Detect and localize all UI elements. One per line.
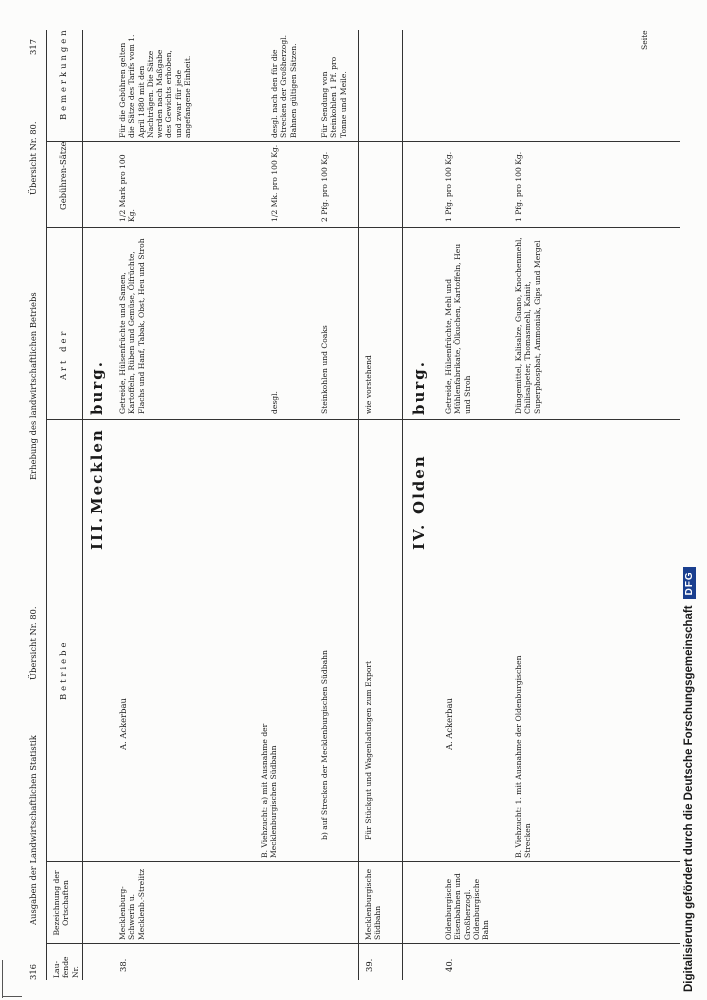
row-betrieb: B. Viehzucht: 1. mit Ausnahme der Oldenburgischen Strecken xyxy=(514,655,533,858)
right-running-title: Erhebung des landwirtschaftlichen Betriebs xyxy=(28,292,38,480)
row-rule xyxy=(358,30,359,980)
row-art: desgl. xyxy=(270,391,279,414)
section-numeral-iv: IV. xyxy=(410,522,428,550)
row-note: Für die Gebühren gelten die Sätze des Tarifs vom 1. April 1880 mit den Nachträgen. Die Sätze werden nach Maßgabe des Gewichts erhoben, und zwar für jede angefangene Einheit. xyxy=(118,34,192,138)
dfg-logo: DFG xyxy=(683,567,696,599)
section-name-cont-burg: burg. xyxy=(88,359,106,415)
dfg-credit-text: Digitalisierung gefördert durch die Deutsche Forschungsgemeinschaft xyxy=(683,605,695,992)
row-art: Düngemittel, Kalisalze, Guano, Knochenmehl, Chilisalpeter, Thomasmehl, Kainit, Superphosphat, Ammoniak, Gips und Mergel xyxy=(514,237,542,414)
col-header-gebuehr: Gebühren-Sätze xyxy=(58,141,68,210)
row-nr: 38. xyxy=(118,958,128,972)
left-running-title: Ausgaben der Landwirtschaftlichen Statistik xyxy=(28,735,38,925)
rotated-table-sheet xyxy=(20,27,680,980)
row-betrieb: A. Ackerbau xyxy=(444,698,454,750)
col-header-bezeichnung: Bezeichnung der Ortschaften xyxy=(52,870,71,936)
row-rate: 2 Pfg. pro 100 Kg. xyxy=(320,151,329,222)
row-betrieb: b) auf Strecken der Mecklenburgischen Südbahn xyxy=(320,650,329,840)
row-note: desgl. nach den für die Strecken der Großherzogl. Bahnen gültigen Sätzen. xyxy=(270,34,298,138)
row-art: Getreide, Hülsenfrüchte, Mehl und Mühlenfabrikate, Ölkuchen, Kartoffeln, Heu und Stroh xyxy=(444,243,472,414)
row-note: Für Sendung von Steinkohlen 1 Pf. pro Tonne und Meile. xyxy=(320,56,348,138)
right-page-number: 317 xyxy=(28,39,38,55)
section-numeral-iii: III. xyxy=(88,515,106,550)
row-rate: 1/2 Mk. pro 100 Kg. xyxy=(270,144,279,222)
section-name-mecklen: Mecklen xyxy=(88,428,106,514)
row-nr: 40. xyxy=(444,958,454,972)
divider-bezeichnung xyxy=(46,861,680,862)
row-rule xyxy=(402,30,403,980)
row-art: Steinkohlen und Coaks xyxy=(320,325,329,414)
row-rate: 1 Pfg. pro 100 Kg. xyxy=(444,151,453,222)
dfg-credit-banner xyxy=(672,8,706,992)
row-rate: 1 Pfg. pro 100 Kg. xyxy=(514,151,523,222)
divider-nr xyxy=(46,943,680,944)
row-art: Getreide, Hülsenfrüchte und Samen, Kartoffeln, Rüben und Gemüse, Ölfrüchte, Flachs und Hanf, Tabak, Obst, Heu und Stroh xyxy=(118,238,146,414)
col-header-art: Art der xyxy=(58,328,68,380)
row-art: wie vorstehend xyxy=(364,355,373,414)
row-place: Mecklenburgische Südbahn xyxy=(364,868,383,940)
section-name-olden: Olden xyxy=(410,454,428,514)
divider-gebuehr xyxy=(46,141,680,142)
row-rate: 1/2 Mark pro 100 Kg. xyxy=(118,154,137,222)
col-header-nr: Lau-fende Nr. xyxy=(52,956,80,978)
row-place: Oldenburgische Eisenbahnen und Großherzogl. Oldenburgische Bahn xyxy=(444,873,490,940)
col-header-betriebe: Betriebe xyxy=(58,639,68,700)
column-header-rule xyxy=(82,30,83,980)
divider-betriebe xyxy=(46,419,680,420)
marginal-note: Seite xyxy=(640,30,649,50)
left-page-number: 316 xyxy=(28,964,38,980)
row-betrieb: Für Stückgut und Wagenladungen zum Export xyxy=(364,660,373,840)
divider-art xyxy=(46,227,680,228)
header-rule xyxy=(46,30,47,980)
row-betrieb: A. Ackerbau xyxy=(118,698,128,750)
page-edge-line xyxy=(2,960,3,998)
row-nr: 39. xyxy=(364,958,374,972)
right-subtitle: Übersicht Nr. 80. xyxy=(28,121,38,195)
page-edge-line xyxy=(2,996,22,997)
left-subtitle: Übersicht Nr. 80. xyxy=(28,606,38,680)
row-place: Mecklenburg-Schwerin u. Mecklenb.-Strelitz xyxy=(118,868,146,940)
section-name-cont-burg: burg. xyxy=(410,359,428,415)
row-betrieb: B. Viehzucht: a) mit Ausnahme der Mecklenburgischen Südbahn xyxy=(260,723,279,858)
col-header-bemerkungen: Bemerkungen xyxy=(58,27,68,120)
